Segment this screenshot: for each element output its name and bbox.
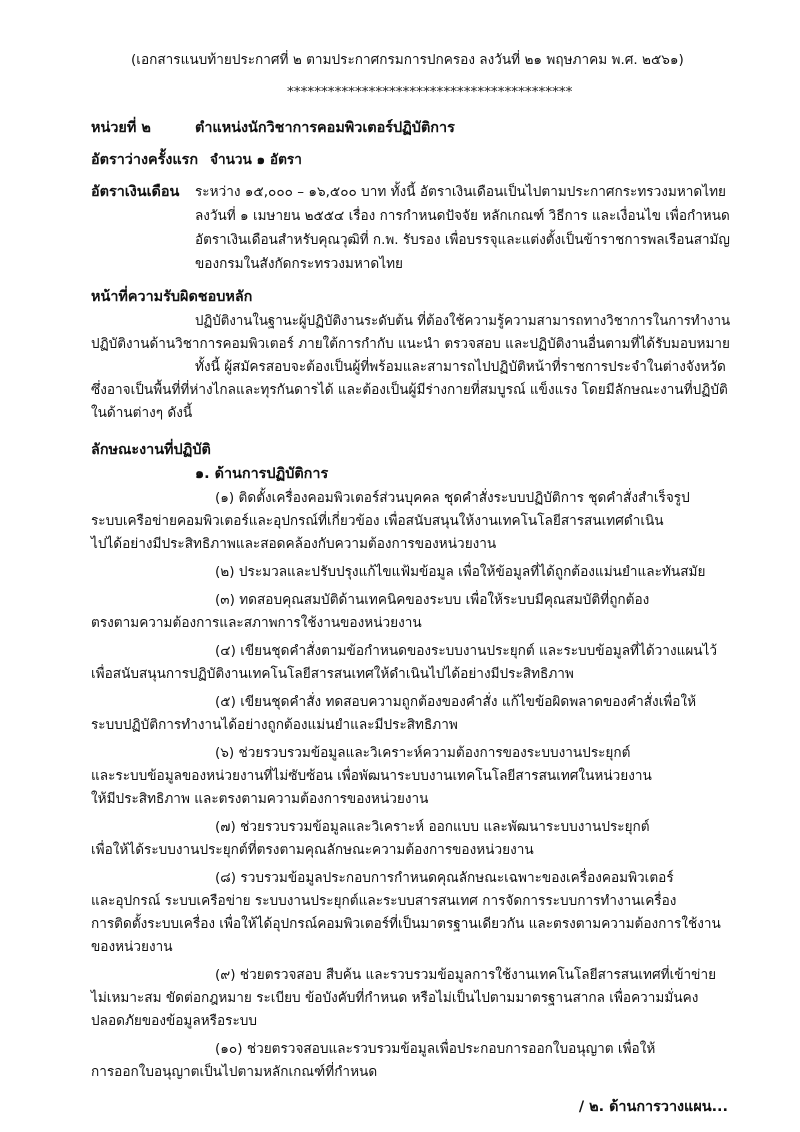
star-divider: ******************************************	[287, 84, 573, 100]
duties-line: ทั้งนี้ ผู้สมัครสอบจะต้องเป็นผู้ที่พร้อมและสามารถไปปฏิบัติหน้าที่ราชการประจำในต่างจังหวัด	[195, 359, 726, 375]
work-line: (๙) ช่วยตรวจสอบ สืบค้น และรวบรวมข้อมูลการใช้งานเทคโนโลยีสารสนเทศที่เข้าข่าย	[215, 967, 717, 983]
duties-line: ในด้านต่างๆ ดังนี้	[91, 405, 193, 421]
vacancy-count: จำนวน ๑ อัตรา	[210, 152, 302, 168]
salary-label: อัตราเงินเดือน	[91, 184, 180, 200]
work-line: และอุปกรณ์ ระบบเครือข่าย ระบบงานประยุกต์และระบบสารสนเทศ การจัดการระบบการทำงานเครื่อง	[91, 893, 677, 909]
work-line: (๕) เขียนชุดคำสั่ง ทดสอบความถูกต้องของคำสั่ง แก้ไขข้อผิดพลาดของคำสั่งเพื่อให้	[215, 694, 697, 710]
salary-line: ของกรมในสังกัดกระทรวงมหาดไทย	[195, 256, 404, 272]
work-line: ตรงตามความต้องการและสภาพการใช้งานของหน่วยงาน	[91, 615, 422, 631]
work-line: (๑๐) ช่วยตรวจสอบและรวบรวมข้อมูลเพื่อประกอบการออกใบอนุญาต เพื่อให้	[215, 1041, 656, 1057]
work-line: (๘) รวบรวมข้อมูลประกอบการกำหนดคุณลักษณะเฉพาะของเครื่องคอมพิวเตอร์	[215, 870, 674, 886]
work-line: ระบบเครือข่ายคอมพิวเตอร์และอุปกรณ์ที่เกี่ยวข้อง เพื่อสนับสนุนให้งานเทคโนโลยีสารสนเทศดำเนิน	[91, 513, 664, 529]
salary-line: อัตราเงินเดือนสำหรับคุณวุฒิที่ ก.พ. รับรอง เพื่อบรรจุและแต่งตั้งเป็นข้าราชการพลเรือนสามัญ	[195, 232, 730, 248]
work-line: ไปได้อย่างมีประสิทธิภาพและสอดคล้องกับความต้องการของหน่วยงาน	[91, 536, 497, 552]
section-title: ๑. ด้านการปฏิบัติการ	[195, 466, 329, 482]
work-line: ให้มีประสิทธิภาพ และตรงตามความต้องการของหน่วยงาน	[91, 791, 429, 807]
duties-line: ซึ่งอาจเป็นพื้นที่ที่ห่างไกลและทุรกันดารได้ และต้องเป็นผู้มีร่างกายที่สมบูรณ์ แข็งแรง โดยมีลักษณะงานที่ปฏิบัติ	[91, 382, 728, 398]
work-line: เพื่อให้ได้ระบบงานประยุกต์ที่ตรงตามคุณลักษณะความต้องการของหน่วยงาน	[91, 842, 534, 858]
work-line: และระบบข้อมูลของหน่วยงานที่ไม่ซับซ้อน เพื่อพัฒนาระบบงานเทคโนโลยีสารสนเทศในหน่วยงาน	[91, 768, 652, 784]
duties-line: ปฏิบัติงานในฐานะผู้ปฏิบัติงานระดับต้น ที่ต้องใช้ความรู้ความสามารถทางวิชาการในการทำงาน	[195, 313, 731, 329]
duties-line: ปฏิบัติงานด้านวิชาการคอมพิวเตอร์ ภายใต้การกำกับ แนะนำ ตรวจสอบ และปฏิบัติงานอื่นตามที่ได้รับมอบหมาย	[91, 336, 730, 352]
work-line: (๑) ติดตั้งเครื่องคอมพิวเตอร์ส่วนบุคคล ชุดคำสั่งระบบปฏิบัติการ ชุดคำสั่งสำเร็จรูป	[215, 490, 690, 506]
duties-heading: หน้าที่ความรับผิดชอบหลัก	[91, 289, 253, 305]
position-title: ตำแหน่งนักวิชาการคอมพิวเตอร์ปฏิบัติการ	[195, 120, 455, 136]
salary-line: ลงวันที่ ๑ เมษายน ๒๕๕๔ เรื่อง การกำหนดปัจจัย หลักเกณฑ์ วิธีการ และเงื่อนไข เพื่อกำหนด	[195, 208, 730, 224]
unit-label: หน่วยที่ ๒	[91, 120, 151, 136]
work-line: ไม่เหมาะสม ขัดต่อกฎหมาย ระเบียบ ข้อบังคับที่กำหนด หรือไม่เป็นไปตามมาตรฐานสากล เพื่อความมั่นคง	[91, 990, 699, 1006]
work-heading: ลักษณะงานที่ปฏิบัติ	[91, 442, 211, 458]
work-line: การติดตั้งระบบเครื่อง เพื่อให้ได้อุปกรณ์คอมพิวเตอร์ที่เป็นมาตรฐานเดียวกัน และตรงตามความต้องการใช้งาน	[91, 916, 721, 932]
work-line: (๗) ช่วยรวบรวมข้อมูลและวิเคราะห์ ออกแบบ และพัฒนาระบบงานประยุกต์	[215, 819, 650, 835]
work-line: (๖) ช่วยรวบรวมข้อมูลและวิเคราะห์ความต้องการของระบบงานประยุกต์	[215, 745, 631, 761]
work-line: (๔) เขียนชุดคำสั่งตามข้อกำหนดของระบบงานประยุกต์ และระบบข้อมูลที่ได้วางแผนไว้	[215, 643, 718, 659]
salary-line: ระหว่าง ๑๕,๐๐๐ – ๑๖,๕๐๐ บาท ทั้งนี้ อัตราเงินเดือนเป็นไปตามประกาศกระทรวงมหาดไทย	[195, 184, 727, 200]
work-line: การออกใบอนุญาตเป็นไปตามหลักเกณฑ์ที่กำหนด	[91, 1064, 378, 1080]
header-note: (เอกสารแนบท้ายประกาศที่ ๒ ตามประกาศกรมการปกครอง ลงวันที่ ๒๑ พฤษภาคม พ.ศ. ๒๕๖๑)	[131, 52, 684, 68]
work-line: ระบบปฏิบัติการทำงานได้อย่างถูกต้องแม่นยำและมีประสิทธิภาพ	[91, 717, 458, 733]
vacancy-label: อัตราว่างครั้งแรก	[91, 152, 199, 168]
continuation-marker: / ๒. ด้านการวางแผน...	[578, 1099, 728, 1115]
work-line: เพื่อสนับสนุนการปฏิบัติงานเทคโนโลยีสารสนเทศให้ดำเนินไปได้อย่างมีประสิทธิภาพ	[91, 666, 574, 682]
work-line: ปลอดภัยของข้อมูลหรือระบบ	[91, 1013, 258, 1029]
work-line: (๒) ประมวลและปรับปรุงแก้ไขแฟ้มข้อมูล เพื่อให้ข้อมูลที่ได้ถูกต้องแม่นยำและทันสมัย	[215, 564, 706, 580]
work-line: ของหน่วยงาน	[91, 939, 173, 955]
work-line: (๓) ทดสอบคุณสมบัติด้านเทคนิคของระบบ เพื่อให้ระบบมีคุณสมบัติที่ถูกต้อง	[215, 592, 650, 608]
